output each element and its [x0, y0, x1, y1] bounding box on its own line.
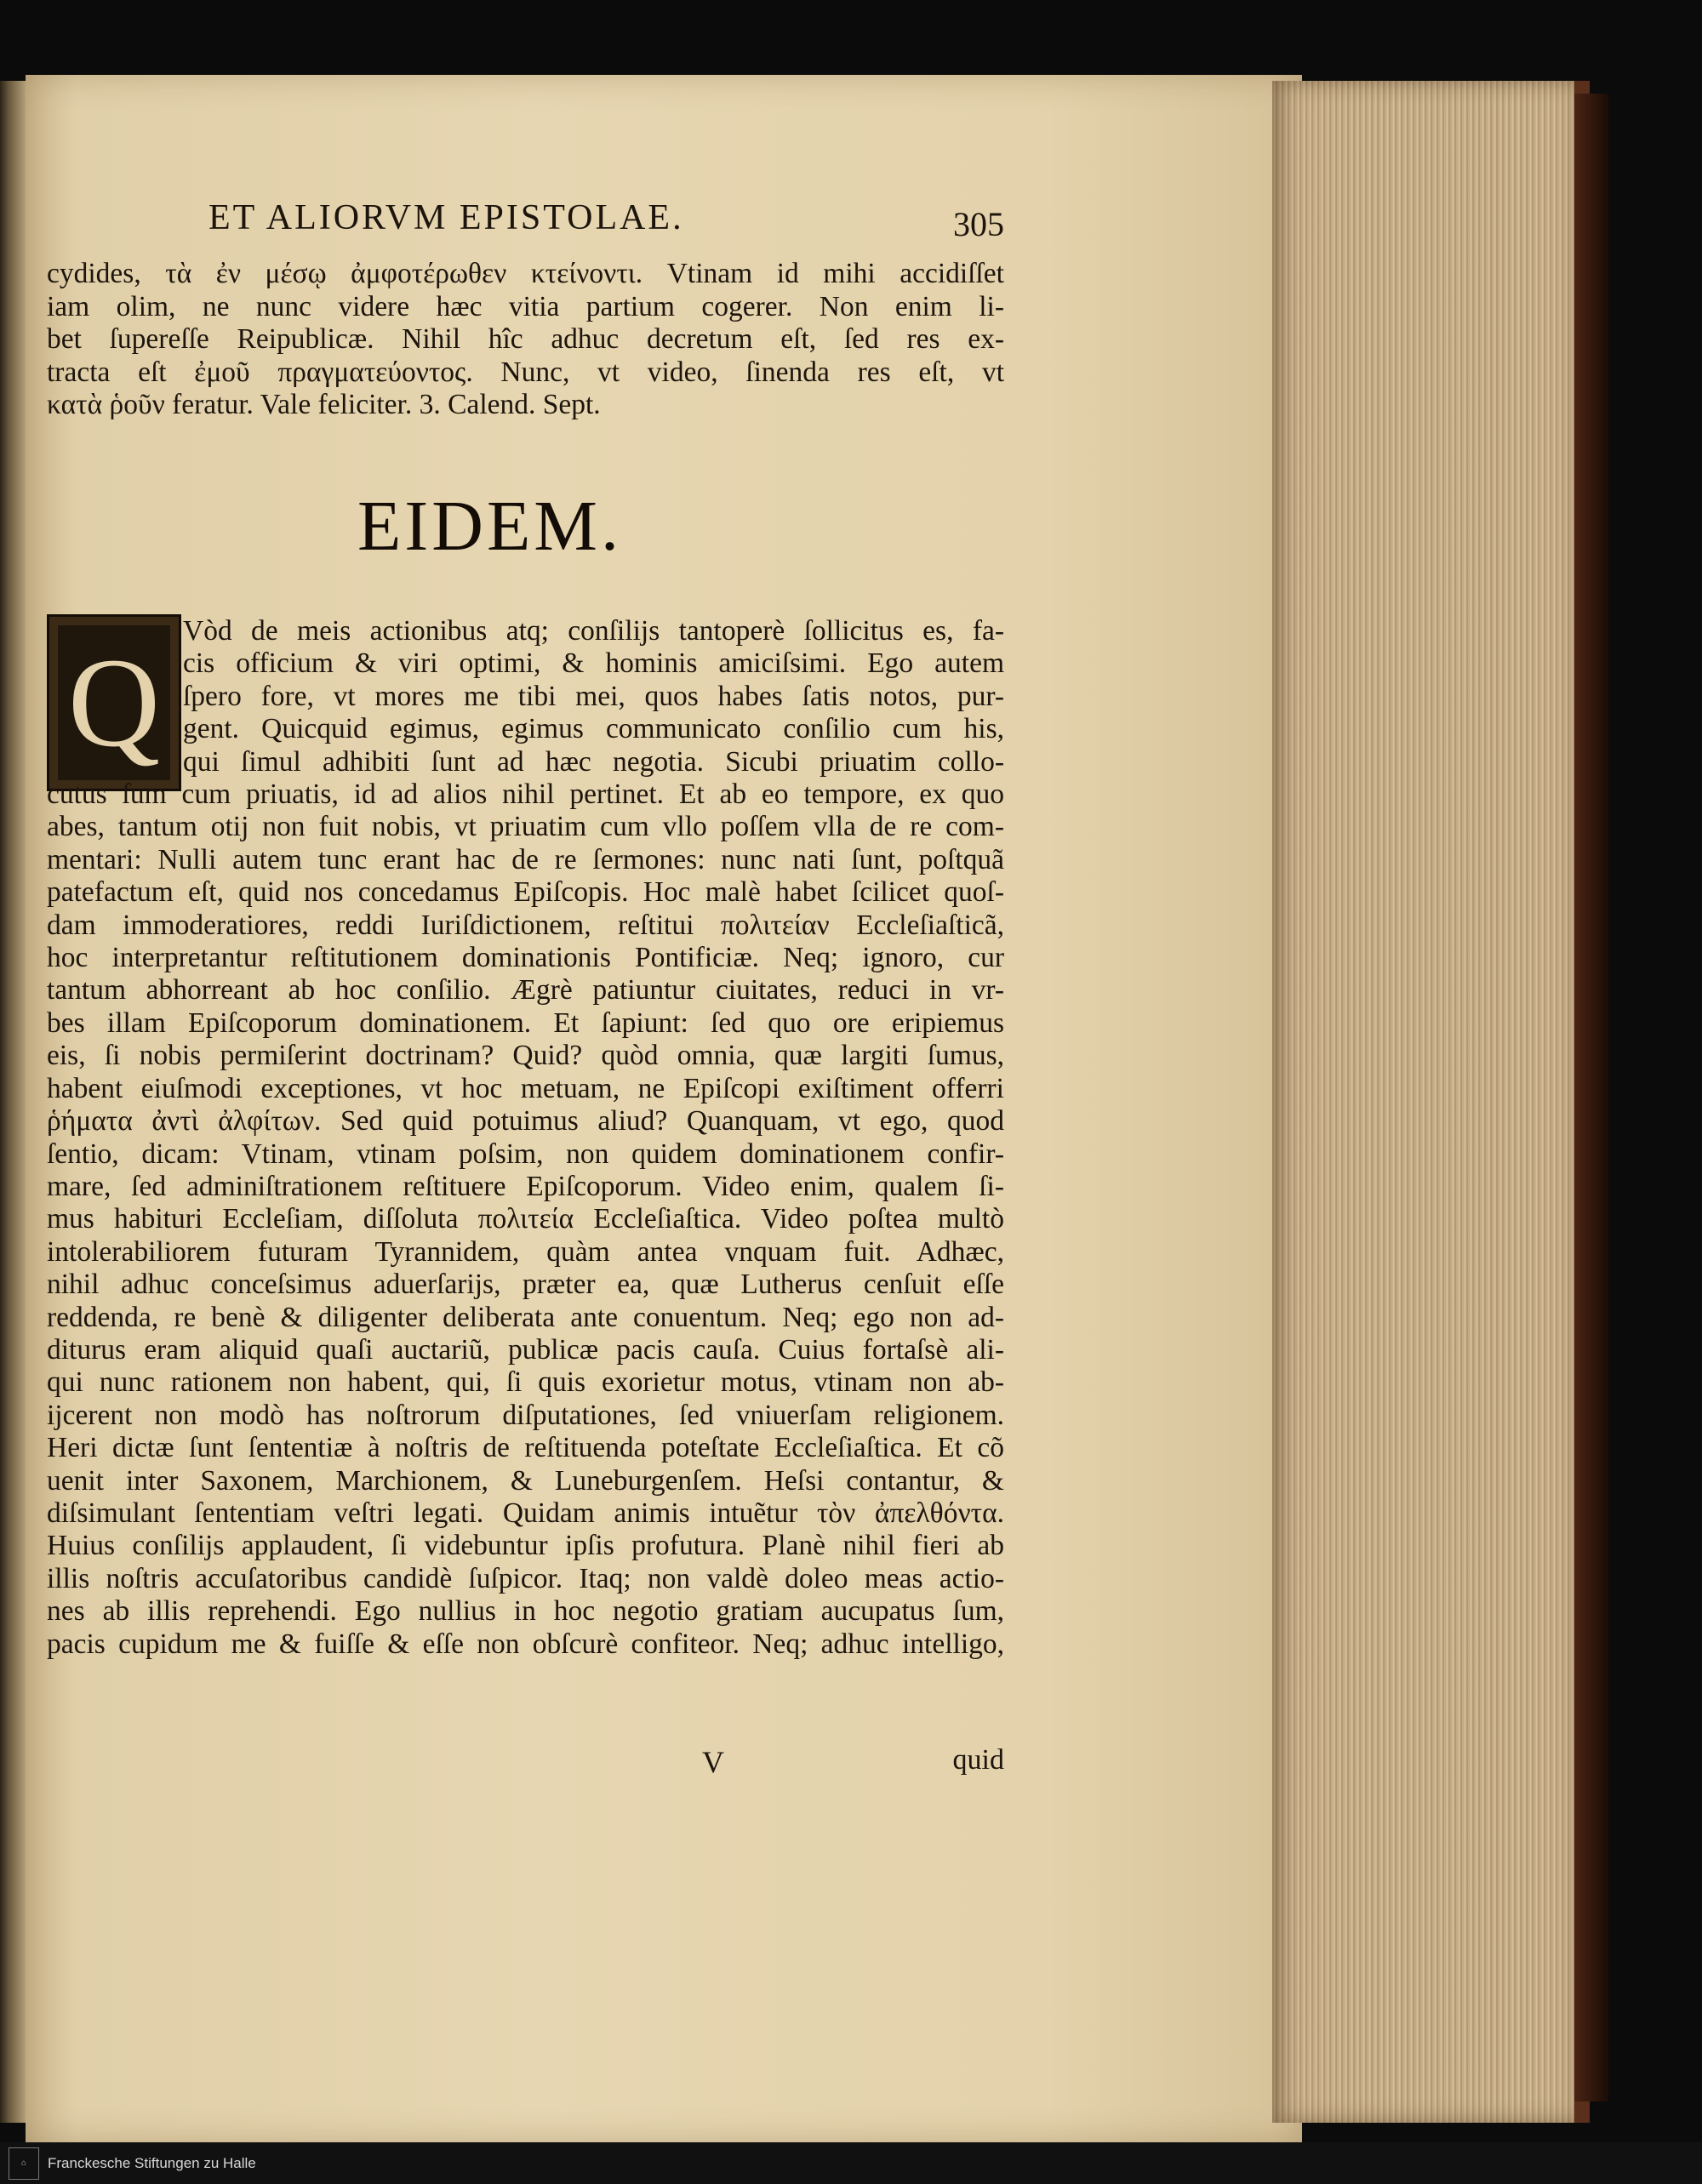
text-line: gent. Quicquid egimus, egimus communicato conſilio cum his,: [183, 713, 1004, 745]
text-line: eis, ſi nobis permiſerint doctrinam? Quid? quòd omnia, quæ largiti ſumus,: [47, 1040, 1004, 1072]
text-line: habent eiuſmodi exceptiones, vt hoc metuam, ne Epiſcopi exiſtiment offerri: [47, 1072, 1004, 1104]
text-line: qui ſimul adhibiti ſunt ad hæc negotia. Sicubi priuatim collo-: [183, 745, 1004, 778]
signature-mark: V: [702, 1745, 724, 1779]
text-line: abes, tantum otij non fuit nobis, vt priuatim cum vllo poſſem vlla de re com-: [47, 811, 1004, 843]
text-line: tracta eſt ἐμοῦ πραγματεύοντος. Nunc, vt video, ſinenda res eſt, vt: [47, 356, 1004, 388]
catchword: quid: [952, 1744, 1004, 1776]
text-line: pacis cupidum me & fuiſſe & eſſe non obſcurè confiteor. Neq; adhuc intelligo,: [47, 1628, 1004, 1660]
text-line: ῥήματα ἀντὶ ἀλφίτων. Sed quid potuimus aliud? Quanquam, vt ego, quod: [47, 1105, 1004, 1138]
text-line: ſentio, dicam: Vtinam, vtinam poſsim, non quidem dominationem confir-: [47, 1138, 1004, 1170]
page-foot: [47, 1744, 1004, 1778]
text-line: mentari: Nulli autem tunc erant hac de re ſermones: nunc nati ſunt, poſtquã: [47, 843, 1004, 875]
text-line: diturus eram aliquid quaſi auctariũ, publicæ pacis cauſa. Cuius fortaſsè ali-: [47, 1333, 1004, 1366]
page-block-edges: [1272, 81, 1590, 2123]
text-line: bet ſupereſſe Reipublicæ. Nihil hîc adhuc decretum eſt, ſed res ex-: [47, 323, 1004, 356]
text-line: κατὰ ῥοῦν feratur. Vale feliciter. 3. Calend. Sept.: [47, 389, 601, 421]
text-line: tantum abhorreant ab hoc conſilio. Ægrè patiuntur ciuitates, reduci in vr-: [47, 974, 1004, 1006]
running-head: ET ALIORVM EPISTOLAE.: [208, 198, 684, 237]
text-line: cis officium & viri optimi, & hominis amiciſsimi. Ego autem: [183, 647, 1004, 680]
text-line: uenit inter Saxonem, Marchionem, & Luneburgenſem. Heſsi contantur, &: [47, 1464, 1004, 1497]
text-line: Huius conſilijs applaudent, ſi videbuntur ipſis profutura. Planè nihil fieri ab: [47, 1530, 1004, 1562]
text-line: patefactum eſt, quid nos concedamus Epiſcopis. Hoc malè habet ſcilicet quoſ-: [47, 876, 1004, 909]
text-line: nes ab illis reprehendi. Ego nullius in hoc negotio gratiam aucupatus ſum,: [47, 1595, 1004, 1628]
text-line: ſpero fore, vt mores me tibi mei, quos habes ſatis notos, pur-: [183, 680, 1004, 712]
text-line: intolerabiliorem futuram Tyrannidem, quàm antea vnquam fuit. Adhæc,: [47, 1235, 1004, 1268]
text-line: qui nunc rationem non habent, qui, ſi quis exorietur motus, vtinam non ab-: [47, 1366, 1004, 1399]
text-line: ijcerent non modò has noſtrorum diſputationes, ſed vniuerſam religionem.: [47, 1399, 1004, 1431]
institution-label: Franckesche Stiftungen zu Halle: [48, 2155, 256, 2171]
text-line: bes illam Epiſcoporum dominationem. Et ſapiunt: ſed quo ore eripiemus: [47, 1006, 1004, 1039]
text-line: dam immoderatiores, reddi Iuriſdictionem, reſtitui πολιτείαν Eccleſiaſticã,: [47, 909, 1004, 941]
text-line: illis noſtris accuſatoribus candidè ſuſpicor. Itaq; non valdè doleo meas actio-: [47, 1562, 1004, 1594]
text-line: nihil adhuc conceſsimus aduerſarijs, præter ea, quæ Lutherus cenſuit eſſe: [47, 1269, 1004, 1301]
text-line: mare, ſed adminiſtrationem reſtituere Epiſcoporum. Video enim, qualem ſi-: [47, 1170, 1004, 1202]
text-line: cutus ſum cum priuatis, id ad alios nihil pertinet. Et ab eo tempore, ex quo: [47, 778, 1004, 811]
previous-letter-ending: [47, 258, 1004, 422]
page-number: 305: [953, 205, 1004, 243]
institution-logo-icon: ⌂: [9, 2147, 39, 2180]
text-line: reddenda, re benè & diligenter deliberata ante conuentum. Neq; ego non ad-: [47, 1301, 1004, 1333]
letter-body: [47, 615, 1004, 1661]
text-line: hoc interpretantur reſtitutionem dominationis Pontificiæ. Neq; ignoro, cur: [47, 942, 1004, 974]
text-line: mus habituri Eccleſiam, diſſoluta πολιτεία Eccleſiaſtica. Video poſtea multò: [47, 1203, 1004, 1235]
text-line: diſsimulant ſententiam veſtri legati. Quidam animis intuẽtur τὸν ἀπελθόντα.: [47, 1497, 1004, 1529]
text-line: Vòd de meis actionibus atq; conſilijs tantoperè ſollicitus es, fa-: [183, 615, 1004, 647]
text-line: cydides, τὰ ἐν μέσῳ ἀμφοτέρωθεν κτείνοντι. Vtinam id mihi accidiſſet: [47, 258, 1004, 289]
footer-bar: [0, 2142, 1702, 2184]
book-cover: [1574, 94, 1608, 2101]
initial-letter: Q: [67, 632, 161, 773]
letter-title: EIDEM.: [357, 487, 622, 566]
text-line: Heri dictæ ſunt ſententiæ à noſtris de reſtituenda poteſtate Eccleſiaſtica. Et cõ: [47, 1432, 1004, 1464]
page-header: [47, 197, 1004, 248]
text-line: iam olim, ne nunc videre hæc vitia partium cogerer. Non enim li-: [47, 290, 1004, 322]
